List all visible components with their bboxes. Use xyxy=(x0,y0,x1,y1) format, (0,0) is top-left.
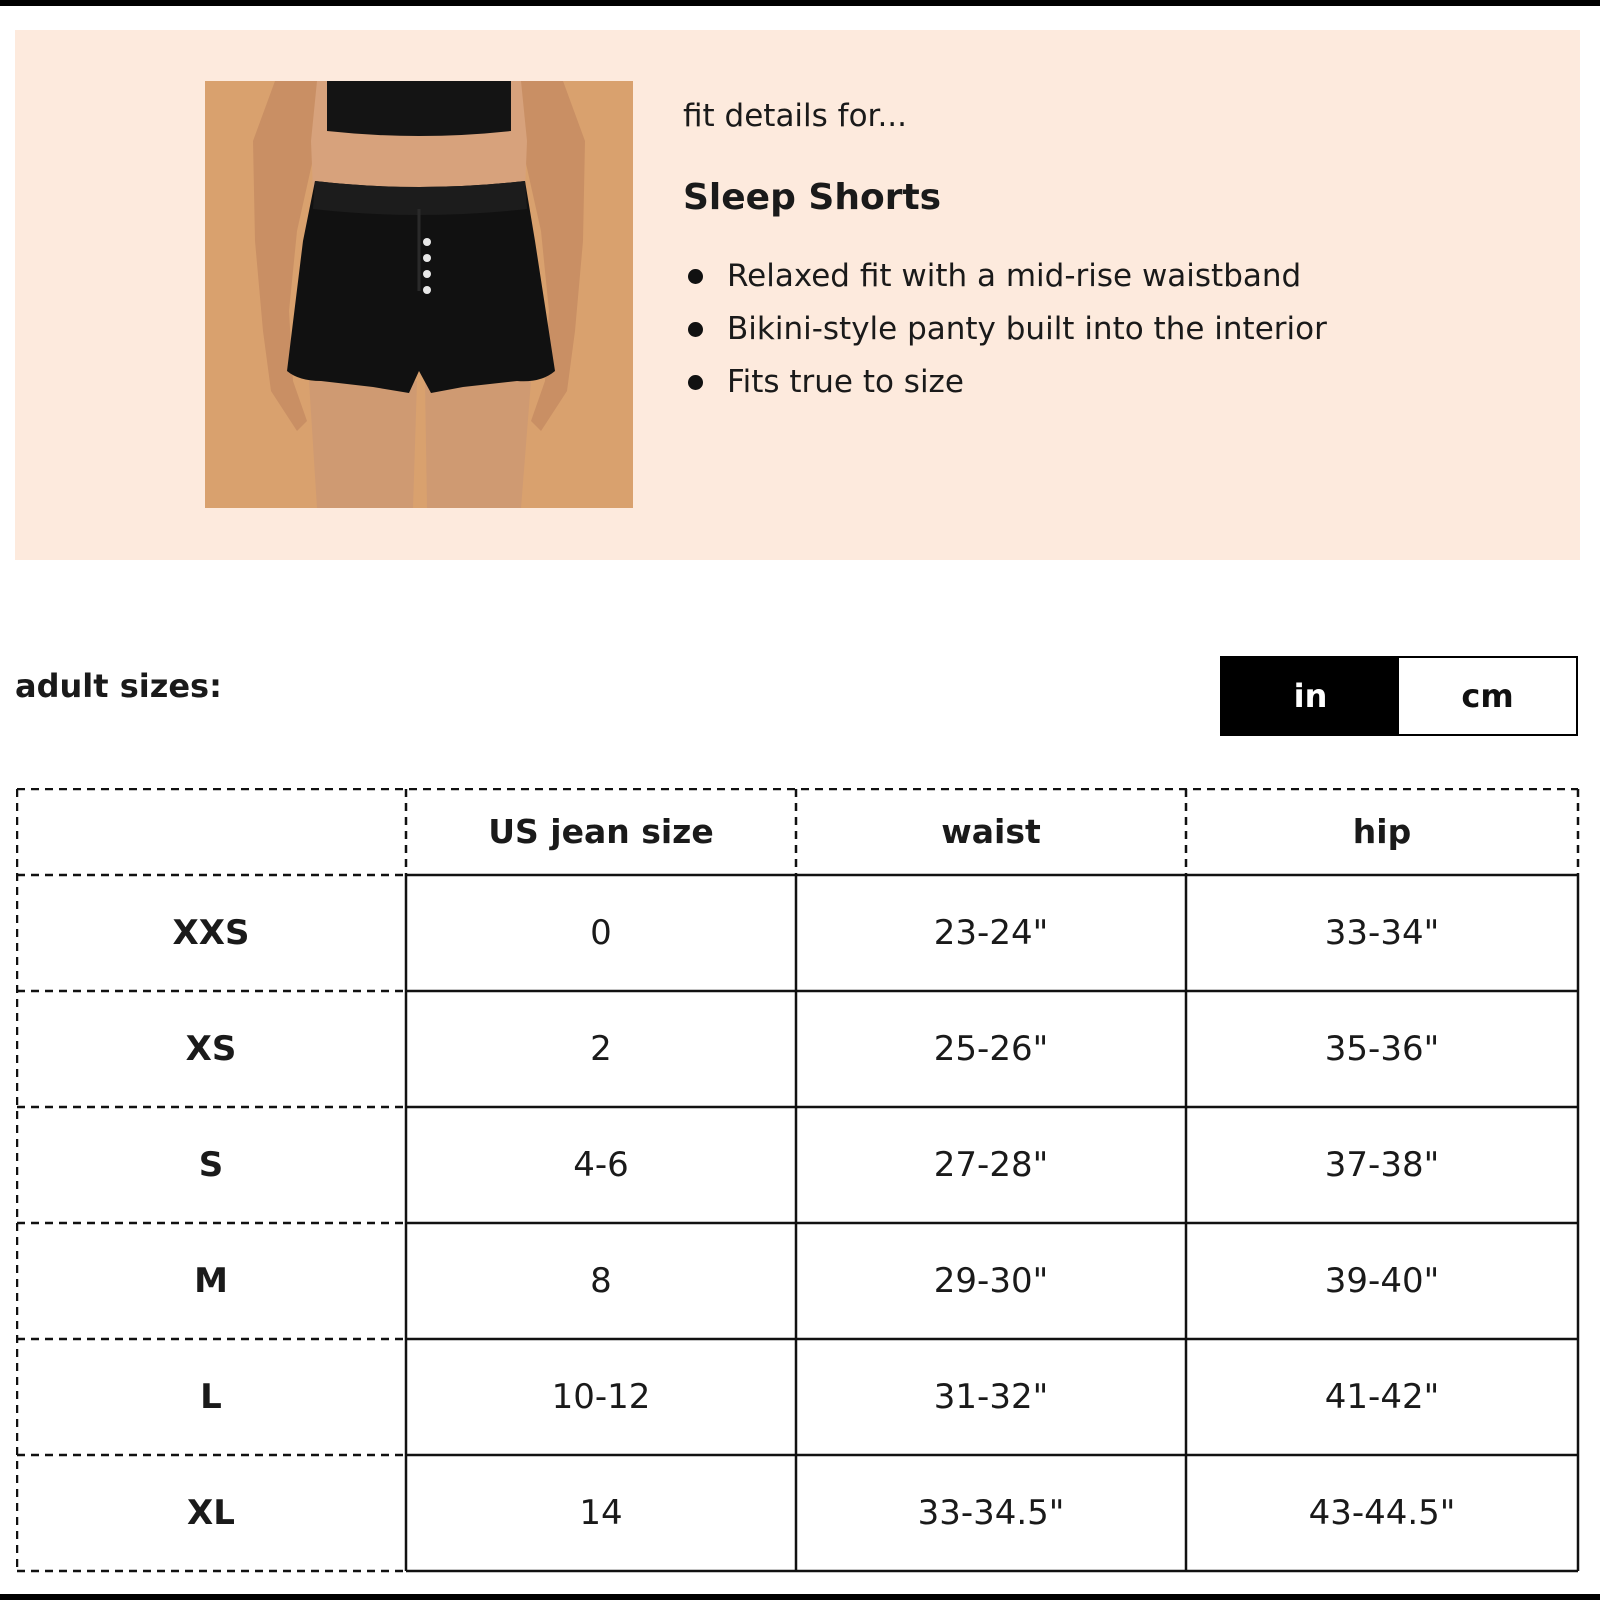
table-cell: 23-24" xyxy=(933,913,1049,953)
table-cell: 33-34" xyxy=(1324,913,1440,953)
fit-bullet-item xyxy=(683,356,1543,409)
model-shorts-illustration xyxy=(205,81,633,508)
size-label-cell: XXS xyxy=(172,913,250,953)
fit-info xyxy=(683,96,1543,409)
fit-bullet-text: Bikini-style panty built into the interior xyxy=(727,311,1327,347)
column-header: hip xyxy=(1352,812,1412,851)
bullet-icon xyxy=(688,375,703,390)
column-header: US jean size xyxy=(488,812,714,851)
table-cell: 25-26" xyxy=(933,1029,1049,1069)
table-cell: 31-32" xyxy=(933,1377,1049,1417)
column-header xyxy=(16,788,406,875)
table-cell: 41-42" xyxy=(1324,1377,1440,1417)
top-border xyxy=(0,0,1600,6)
bullet-icon xyxy=(688,269,703,284)
table-cell: 33-34.5" xyxy=(917,1493,1065,1533)
bullet-icon xyxy=(688,322,703,337)
fit-bullet-text: Relaxed fit with a mid-rise waistband xyxy=(727,258,1302,294)
fit-bullet-list xyxy=(683,250,1543,409)
fit-bullet-text: Fits true to size xyxy=(727,364,964,400)
size-label-cell: XS xyxy=(185,1029,237,1069)
table-cell: 43-44.5" xyxy=(1308,1493,1456,1533)
table-cell: 35-36" xyxy=(1324,1029,1440,1069)
fit-bullet-item xyxy=(683,303,1543,356)
unit-cm-button[interactable]: cm xyxy=(1399,658,1576,734)
table-cell: 39-40" xyxy=(1324,1261,1440,1301)
bottom-border xyxy=(0,1594,1600,1600)
size-chart-table xyxy=(16,788,1580,1573)
fit-bullet-item xyxy=(683,250,1543,303)
table-cell: 4-6 xyxy=(573,1145,629,1185)
table-cell: 37-38" xyxy=(1324,1145,1440,1185)
unit-in-button[interactable]: in xyxy=(1222,658,1399,734)
product-photo xyxy=(205,81,633,508)
table-cell: 2 xyxy=(590,1029,612,1069)
sizes-label: adult sizes: xyxy=(15,667,222,705)
table-cell: 8 xyxy=(590,1261,612,1301)
unit-toggle xyxy=(1220,656,1578,736)
size-label-cell: M xyxy=(194,1261,228,1301)
table-cell: 0 xyxy=(590,913,612,953)
column-header: waist xyxy=(941,812,1041,851)
table-cell: 27-28" xyxy=(933,1145,1049,1185)
size-label-cell: XL xyxy=(187,1493,235,1533)
size-label-cell: S xyxy=(198,1145,224,1185)
table-cell: 14 xyxy=(579,1493,623,1533)
product-title: Sleep Shorts xyxy=(683,177,942,218)
size-label-cell: L xyxy=(200,1377,222,1417)
fit-kicker: fit details for... xyxy=(683,98,908,134)
table-cell: 29-30" xyxy=(933,1261,1049,1301)
table-cell: 10-12 xyxy=(551,1377,651,1417)
